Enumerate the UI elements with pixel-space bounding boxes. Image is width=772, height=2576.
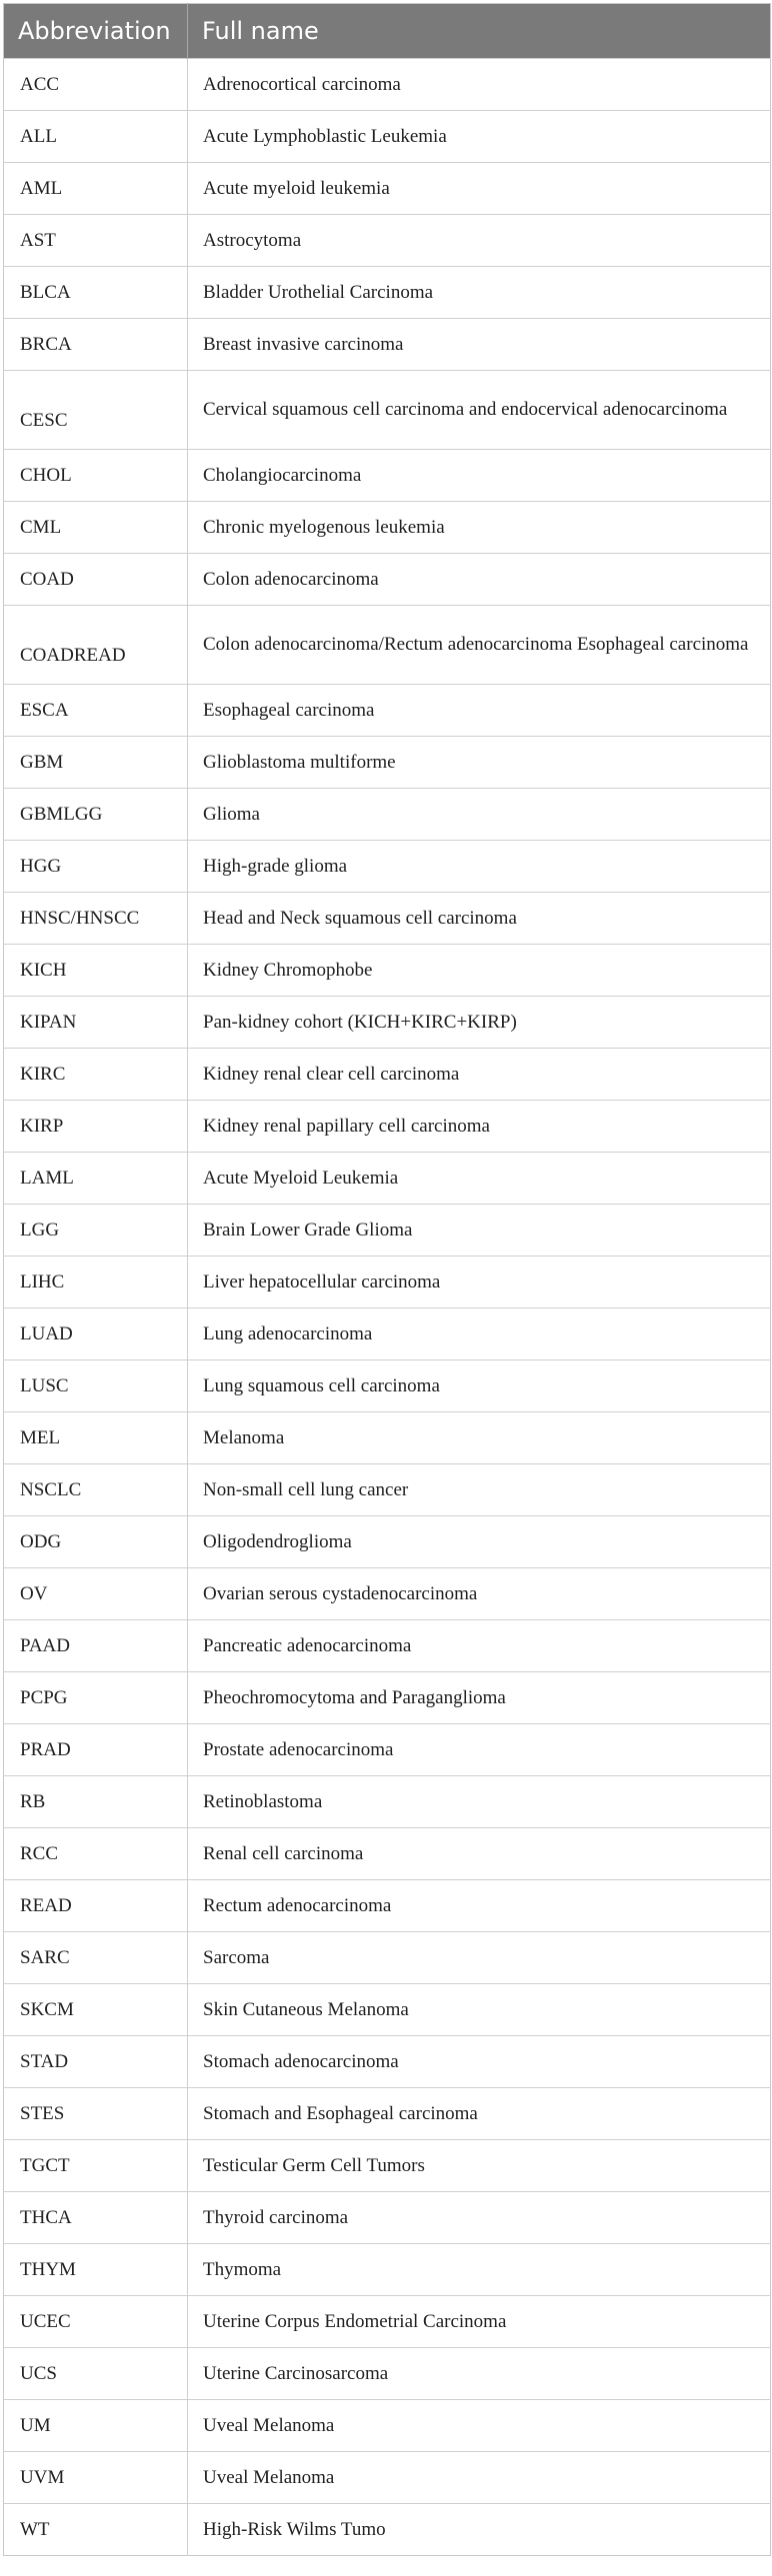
full-name-cell: Uveal Melanoma	[188, 2400, 771, 2452]
abbreviation-cell: COADREAD	[4, 606, 188, 685]
full-name-cell: Breast invasive carcinoma	[188, 319, 771, 371]
full-name-cell: Astrocytoma	[188, 215, 771, 267]
abbreviation-cell: AST	[4, 215, 188, 267]
abbreviation-cell: KICH	[4, 945, 188, 997]
full-name-cell: Thymoma	[188, 2244, 771, 2296]
abbreviation-cell: HGG	[4, 841, 188, 893]
abbreviation-cell: UCEC	[4, 2296, 188, 2348]
full-name-cell: Cervical squamous cell carcinoma and endocervical adenocarcinoma	[188, 371, 771, 450]
abbreviation-cell: UVM	[4, 2452, 188, 2504]
full-name-cell: Bladder Urothelial Carcinoma	[188, 267, 771, 319]
abbreviation-cell: LAML	[4, 1153, 188, 1205]
full-name-cell: Kidney renal papillary cell carcinoma	[188, 1101, 771, 1153]
full-name-cell: Uterine Carcinosarcoma	[188, 2348, 771, 2400]
table-row	[4, 2140, 771, 2192]
full-name-cell: Glioblastoma multiforme	[188, 737, 771, 789]
table-row	[4, 1360, 771, 1412]
full-name-cell: Sarcoma	[188, 1932, 771, 1984]
abbreviation-cell: UCS	[4, 2348, 188, 2400]
abbreviation-cell: TGCT	[4, 2140, 188, 2192]
full-name-cell: Lung adenocarcinoma	[188, 1308, 771, 1360]
abbreviation-cell: MEL	[4, 1412, 188, 1464]
abbreviation-cell: PAAD	[4, 1620, 188, 1672]
table-row	[4, 841, 771, 893]
abbreviation-cell: READ	[4, 1880, 188, 1932]
full-name-cell: Acute myeloid leukemia	[188, 163, 771, 215]
table-row	[4, 737, 771, 789]
full-name-cell: Pan-kidney cohort (KICH+KIRC+KIRP)	[188, 997, 771, 1049]
table-row	[4, 1257, 771, 1308]
table-row	[4, 893, 771, 945]
full-name-cell: Colon adenocarcinoma/Rectum adenocarcinoma Esophageal carcinoma	[188, 606, 771, 685]
full-name-cell: Chronic myelogenous leukemia	[188, 502, 771, 554]
abbreviation-cell: PCPG	[4, 1672, 188, 1724]
table-row	[4, 2244, 771, 2296]
full-name-cell: Oligodendroglioma	[188, 1516, 771, 1568]
abbreviation-cell: ACC	[4, 59, 188, 111]
table-row	[4, 1724, 771, 1776]
abbreviation-cell: ALL	[4, 111, 188, 163]
abbreviation-cell: CESC	[4, 371, 188, 450]
table-row	[4, 2296, 771, 2348]
table-row	[4, 1153, 771, 1205]
abbreviation-cell: LIHC	[4, 1257, 188, 1308]
table-row	[4, 1984, 771, 2036]
table-row	[4, 2348, 771, 2400]
abbreviation-cell: KIPAN	[4, 997, 188, 1049]
full-name-cell: Stomach adenocarcinoma	[188, 2036, 771, 2088]
full-name-cell: Colon adenocarcinoma	[188, 554, 771, 606]
full-name-cell: Head and Neck squamous cell carcinoma	[188, 893, 771, 945]
full-name-cell: Adrenocortical carcinoma	[188, 59, 771, 111]
table-row	[4, 1620, 771, 1672]
full-name-cell: Acute Lymphoblastic Leukemia	[188, 111, 771, 163]
table-row	[4, 450, 771, 502]
full-name-cell: Pheochromocytoma and Paraganglioma	[188, 1672, 771, 1724]
abbreviation-cell: STAD	[4, 2036, 188, 2088]
table-row	[4, 1516, 771, 1568]
full-name-cell: High-grade glioma	[188, 841, 771, 893]
full-name-cell: Uterine Corpus Endometrial Carcinoma	[188, 2296, 771, 2348]
table-row	[4, 554, 771, 606]
abbreviation-cell: RCC	[4, 1828, 188, 1880]
full-name-cell: Lung squamous cell carcinoma	[188, 1360, 771, 1412]
full-name-cell: Pancreatic adenocarcinoma	[188, 1620, 771, 1672]
table-row	[4, 1776, 771, 1828]
abbreviation-cell: BRCA	[4, 319, 188, 371]
full-name-cell: Prostate adenocarcinoma	[188, 1724, 771, 1776]
full-name-cell: Glioma	[188, 789, 771, 841]
table-row	[4, 163, 771, 215]
table-row	[4, 1568, 771, 1620]
abbreviation-cell: LGG	[4, 1205, 188, 1257]
full-name-cell: High-Risk Wilms Tumo	[188, 2504, 771, 2556]
abbreviation-cell: SARC	[4, 1932, 188, 1984]
header-abbreviation: Abbreviation	[4, 4, 188, 59]
full-name-cell: Liver hepatocellular carcinoma	[188, 1257, 771, 1308]
table-row	[4, 685, 771, 737]
abbreviation-cell: SKCM	[4, 1984, 188, 2036]
abbreviation-cell: GBMLGG	[4, 789, 188, 841]
table-row	[4, 2036, 771, 2088]
full-name-cell: Rectum adenocarcinoma	[188, 1880, 771, 1932]
abbreviation-table	[3, 3, 771, 2556]
abbreviation-cell: ODG	[4, 1516, 188, 1568]
full-name-cell: Stomach and Esophageal carcinoma	[188, 2088, 771, 2140]
header-full-name: Full name	[188, 4, 771, 59]
table-row	[4, 606, 771, 685]
table-row	[4, 59, 771, 111]
full-name-cell: Retinoblastoma	[188, 1776, 771, 1828]
table-row	[4, 1101, 771, 1153]
abbreviation-cell: WT	[4, 2504, 188, 2556]
table-row	[4, 1464, 771, 1516]
full-name-cell: Renal cell carcinoma	[188, 1828, 771, 1880]
abbreviation-cell: CHOL	[4, 450, 188, 502]
table-row	[4, 1308, 771, 1360]
header-row	[4, 4, 771, 59]
abbreviation-cell: KIRC	[4, 1049, 188, 1101]
table-row	[4, 1828, 771, 1880]
full-name-cell: Acute Myeloid Leukemia	[188, 1153, 771, 1205]
table-body	[4, 59, 771, 2556]
table-row	[4, 1049, 771, 1101]
table-row	[4, 1880, 771, 1932]
full-name-cell: Melanoma	[188, 1412, 771, 1464]
abbreviation-cell: UM	[4, 2400, 188, 2452]
abbreviation-cell: THYM	[4, 2244, 188, 2296]
full-name-cell: Thyroid carcinoma	[188, 2192, 771, 2244]
table-row	[4, 1205, 771, 1257]
table-row	[4, 2088, 771, 2140]
table-row	[4, 1932, 771, 1984]
abbreviation-cell: STES	[4, 2088, 188, 2140]
table-row	[4, 111, 771, 163]
table-row	[4, 371, 771, 450]
table-row	[4, 1412, 771, 1464]
full-name-cell: Cholangiocarcinoma	[188, 450, 771, 502]
abbreviation-cell: OV	[4, 1568, 188, 1620]
full-name-cell: Ovarian serous cystadenocarcinoma	[188, 1568, 771, 1620]
full-name-cell: Esophageal carcinoma	[188, 685, 771, 737]
table-row	[4, 267, 771, 319]
abbreviation-cell: LUSC	[4, 1360, 188, 1412]
table-row	[4, 997, 771, 1049]
table-row	[4, 319, 771, 371]
abbreviation-cell: RB	[4, 1776, 188, 1828]
table-row	[4, 2452, 771, 2504]
abbreviation-cell: LUAD	[4, 1308, 188, 1360]
abbreviation-cell: KIRP	[4, 1101, 188, 1153]
table-row	[4, 2504, 771, 2556]
abbreviation-cell: AML	[4, 163, 188, 215]
full-name-cell: Skin Cutaneous Melanoma	[188, 1984, 771, 2036]
full-name-cell: Testicular Germ Cell Tumors	[188, 2140, 771, 2192]
table-row	[4, 1672, 771, 1724]
table-row	[4, 215, 771, 267]
abbreviation-cell: HNSC/HNSCC	[4, 893, 188, 945]
full-name-cell: Kidney Chromophobe	[188, 945, 771, 997]
abbreviation-cell: GBM	[4, 737, 188, 789]
table-header	[4, 4, 771, 59]
table-row	[4, 2400, 771, 2452]
full-name-cell: Brain Lower Grade Glioma	[188, 1205, 771, 1257]
table-row	[4, 789, 771, 841]
abbreviation-cell: THCA	[4, 2192, 188, 2244]
abbreviation-cell: ESCA	[4, 685, 188, 737]
table-row	[4, 502, 771, 554]
full-name-cell: Kidney renal clear cell carcinoma	[188, 1049, 771, 1101]
abbreviation-cell: CML	[4, 502, 188, 554]
table-row	[4, 2192, 771, 2244]
abbreviation-cell: BLCA	[4, 267, 188, 319]
table-row	[4, 945, 771, 997]
abbreviation-cell: NSCLC	[4, 1464, 188, 1516]
full-name-cell: Uveal Melanoma	[188, 2452, 771, 2504]
full-name-cell: Non-small cell lung cancer	[188, 1464, 771, 1516]
abbreviation-cell: PRAD	[4, 1724, 188, 1776]
abbreviation-cell: COAD	[4, 554, 188, 606]
